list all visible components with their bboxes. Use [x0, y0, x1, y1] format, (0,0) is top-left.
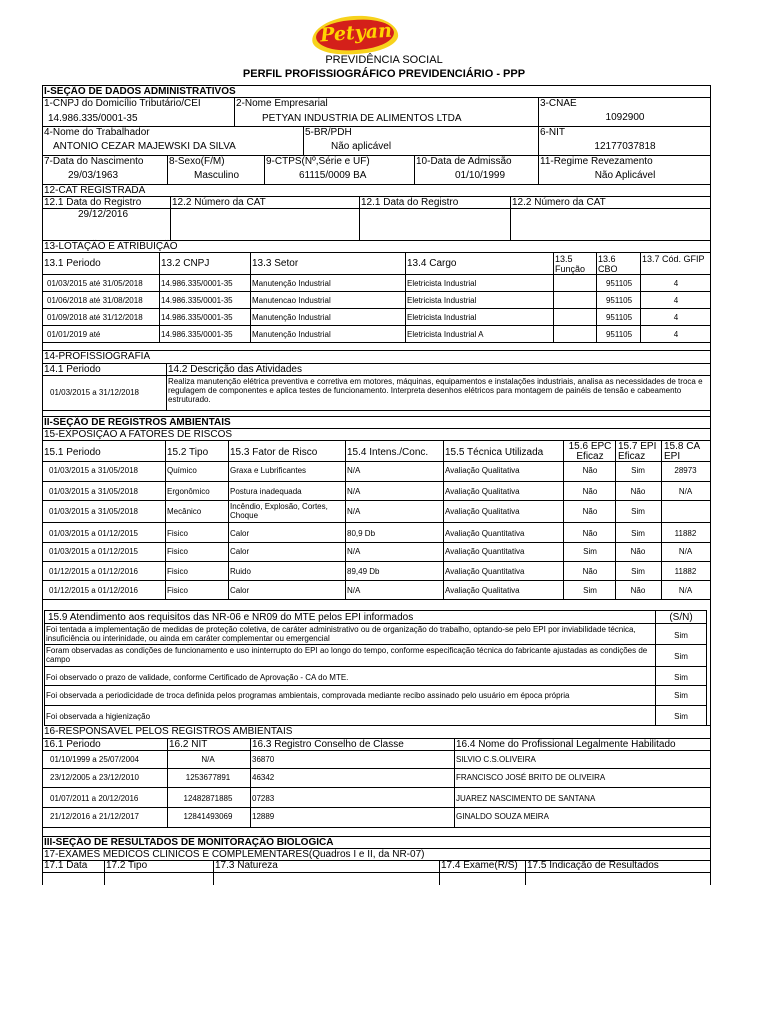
lotacao-cell: Eletricista Industrial [407, 296, 477, 305]
exp-cell: 89,49 Db [347, 567, 380, 576]
epi-answer-4: Sim [674, 691, 688, 700]
exp-cell: N/A [347, 547, 361, 556]
prof-periodo: 01/03/2015 a 31/12/2018 [50, 388, 139, 397]
exp-cell: Avaliação Qualitativa [445, 586, 520, 595]
exp-h-tecnica: 15.5 Técnica Utilizada [445, 447, 544, 458]
exp-cell: 11882 [674, 529, 697, 538]
exam-h-exame: 17.4 Exame(R/S) [441, 860, 518, 871]
exp-h-epc: 15.6 EPC Eficaz [568, 441, 612, 462]
exam-h-data: 17.1 Data [44, 860, 88, 871]
lotacao-cell: Manutenção Industrial [252, 313, 331, 322]
exam-h-natureza: 17.3 Natureza [215, 860, 278, 871]
exp-cell: Não [630, 547, 646, 556]
table-row: 01/09/2018 até 31/12/2018 [47, 313, 143, 322]
epi-item-4: Foi observada a periodicidade de troca definida pelos programas ambientais, comprovada mediante recibo assinado pelo usuário em época própria [46, 691, 570, 700]
epi-answer-2: Sim [674, 652, 688, 661]
exp-cell: Não [582, 507, 598, 516]
exp-cell: Incêndio, Explosão, Cortes, Choque [230, 502, 328, 520]
exames-title: 17-EXAMES MEDICOS CLINICOS E COMPLEMENTARES(Quadros I e II, da NR-07) [44, 849, 425, 860]
table-row: 01/01/2019 até [47, 330, 101, 339]
exp-cell: N/A [347, 466, 361, 475]
br-label: 5-BR/PDH [305, 127, 352, 138]
resp-cell: 12482871885 [183, 794, 233, 803]
lotacao-title: 13-LOTAÇÃO E ATRIBUIÇÃO [44, 241, 178, 252]
lotacao-cell: Manutencao Industrial [252, 296, 331, 305]
resp-cell: 1253677891 [185, 773, 231, 782]
exp-cell: Não [630, 586, 646, 595]
br-value: Não aplicável [331, 141, 392, 152]
table-row: 01/03/2015 a 01/12/2015 [49, 529, 138, 538]
table-row: 01/10/1999 a 25/07/2004 [50, 755, 139, 764]
table-row: 23/12/2005 a 23/12/2010 [50, 773, 139, 782]
lotacao-h-funcao: 13.5 Função [555, 254, 586, 274]
resp-cell: N/A [201, 755, 215, 764]
resp-cell: 46342 [252, 773, 275, 782]
resp-cell: 12841493069 [183, 812, 233, 821]
exp-cell: 80,9 Db [347, 529, 376, 538]
exp-cell: Sim [583, 586, 597, 595]
table-row: 01/03/2015 até 31/05/2018 [47, 279, 143, 288]
exp-cell: Químico [167, 466, 197, 475]
epi-title: 15.9 Atendimento aos requisitos das NR-06 e NR09 do MTE pelos EPI informados [48, 612, 414, 623]
lotacao-cell: Eletricista Industrial [407, 279, 477, 288]
regime-value: Não Aplicável [594, 170, 656, 181]
lotacao-h-periodo: 13.1 Periodo [44, 258, 101, 269]
epi-item-1: Foi tentada a implementação de medidas de proteção coletiva, de caráter administrativo ou de organização do trabalho, optando-se pelo EPI por inviabilidade técnica, insuficiência ou interinidade, ou ainda em caráter complementar ou emergencial [46, 625, 636, 643]
exp-cell: Postura inadequada [230, 487, 302, 496]
agency-title: PREVIDÊNCIA SOCIAL [325, 54, 443, 66]
exp-h-tipo: 15.2 Tipo [167, 447, 209, 458]
exp-cell: Avaliação Quantitativa [445, 547, 525, 556]
exam-h-tipo: 17.2 Tipo [106, 860, 148, 871]
prof-descricao: Realiza manutenção elétrica preventiva e corretiva em motores, máquinas, equipamentos e instalações industriais, analisa as necessidades de troca e regulagem de componentes e aplica testes de funcionamento. Interpreta desenhos elétricos para montagem de painéis de tensão e cabeamento estruturado. [168, 377, 703, 404]
ppp-document: Petyan PREVIDÊNCIA SOCIAL PERFIL PROFISSIOGRÁFICO PREVIDENCIÁRIO - PPP I-SEÇÃO DE DADOS ADMINISTRATIVOS 1-CNPJ do Domicílio Tributário/CEI 2-Nome Empresarial 3-CNAE 14.986.335/0001-35 PETYAN INDUSTRIA DE ALIMENTOS LTDA 1092900 4-Nome do Trabalhador 5-BR/PDH 6-NIT ANTONIO CEZAR MAJEWSKI DA SILVA Não aplicável 12177037818 7-Data do Nascimento 8-Sexo(F/M) 9-CTPS(Nº,Série e UF) 10-Data de Admissão 11-Regime Revezamento 29/03/1963 Masculino 61115/0009 BA 01/10/1999 Não Aplicável 12-CAT REGISTRADA 12.1 Data do Registro 12.2 Número da CAT 12.1 Data do Registro 12.2 Número da CAT 29/12/2016 13-LOTAÇÃO E ATRIBUIÇÃO 13.1 Periodo 13.2 CNPJ 13.3 Setor 13.4 Cargo 13.5 Função 13.6 CBO 13.7 Cód. GFIP 01/03/2015 até 31/05/2018 14.986.335/0001-35 Manutenção Industrial Eletricista Industrial 951105 4 01/06/2018 até 31/08/2018 14.986.335/0001-35 Manutencao Industrial Eletricista Industrial 951105 4 01/09/2018 até 31/12/2018 14.986.335/0001-35 Manutenção Industrial Eletricista Industrial 951105 4 01/01/2019 até 14.986.335/0001-35 Manutenção Industrial Eletricista Industrial A 951105 4 14-PROFISSIOGRAFIA 14.1 Periodo 14.2 Descrição das Atividades 01/03/2015 a 31/12/2018 Realiza manutenção elétrica preventiva e corretiva em motores, máquinas, equipamentos e instalações industriais, analisa as necessidades de troca e regulagem de componentes e aplica testes de funcionamento. Interpreta desenhos elétricos para montagem de painéis de tensão e cabeamento estruturado. II-SEÇÃO DE REGISTROS AMBIENTAIS 15-EXPOSIÇÃO A FATORES DE RISCOS 15.1 Periodo 15.2 Tipo 15.3 Fator de Risco 15.4 Intens./Conc. 15.5 Técnica Utilizada 15.6 EPC Eficaz 15.7 EPI Eficaz 15.8 CA EPI 01/03/2015 a 31/05/2018 Químico Graxa e Lubrificantes N/A Avaliação Qualitativa Não Sim 28973 01/03/2015 a 31/05/2018 Ergonômico Postura inadequada N/A Avaliação Qualitativa Não Não N/A 01/03/2015 a 31/05/2018 Mecânico Incêndio, Explosão, Cortes, Choque N/A Avaliação Qualitativa Não Sim 01/03/2015 a 01/12/2015 Fisico Calor 80,9 Db Avaliação Quantitativa Não Sim 11882 01/03/2015 a 01/12/2015 Fisico Calor N/A Avaliação Quantitativa Sim Não N/A 01/12/2015 a 01/12/2016 Fisico Ruido 89,49 Db Avaliação Quantitativa Não Sim 11882 01/12/2015 a 01/12/2016 Fisico Calor N/A Avaliação Qualitativa Sim Não N/A 15.9 Atendimento aos requisitos das NR-06 e NR09 do MTE pelos EPI informados (S/N) Foi tentada a implementação de medidas de proteção coletiva, de caráter administrativo ou de organização do trabalho, optando-se pelo EPI por inviabilidade técnica, insuficiência ou interinidade, ou ainda em caráter complementar ou emergencial Sim Foram observadas as condições de funcionamento e uso ininterrupto do EPI ao longo do tempo, conforme especificação técnica do fabricante ajustadas as condições de campo Sim Foi observado o prazo de validade, conforme Certificado de Aprovação - CA do MTE. Sim Foi observada a periodicidade de troca definida pelos programas ambientais, comprovada mediante recibo assinado pelo usuário em época própria Sim Foi observada a higienização Sim 16-RESPONSÁVEL PELOS REGISTROS AMBIENTAIS 16.1 Periodo 16.2 NIT 16.3 Registro Conselho de Classe 16.4 Nome do Profissional Legalmente Habilitado 01/10/1999 a 25/07/2004 N/A 36870 SILVIO C.S.OLIVEIRA 23/12/2005 a 23/12/2010 1253677891 46342 FRANCISCO JOSÉ BRITO DE OLIVEIRA 01/07/2011 a 20/12/2016 12482871885 07283 JUAREZ NASCIMENTO DE SANTANA 21/12/2016 a 21/12/2017 12841493069 12889 GINALDO SOUZA MEIRA III-SEÇÃO DE RESULTADOS DE MONITORAÇÃO BIOLOGICA 17-EXAMES MEDICOS CLINICOS E COMPLEMENTARES(Quadros I e II, da NR-07) 17.1 Data 17.2 Tipo 17.3 Natureza 17.4 Exame(R/S) 17.5 Indicação de Resultados [0, 0, 768, 1024]
exp-cell: Não [582, 529, 598, 538]
exp-h-fator: 15.3 Fator de Risco [230, 447, 318, 458]
exp-cell: Avaliação Quantitativa [445, 567, 525, 576]
lotacao-cell: 14.986.335/0001-35 [161, 279, 233, 288]
admissao-label: 10-Data de Admissão [416, 156, 512, 167]
table-row: 01/12/2015 a 01/12/2016 [49, 567, 138, 576]
exp-cell: Fisico [167, 529, 188, 538]
lotacao-h-cnpj: 13.2 CNPJ [161, 258, 210, 269]
table-row: 21/12/2016 a 21/12/2017 [50, 812, 139, 821]
lotacao-h-gfip: 13.7 Cód. GFIP [642, 254, 705, 264]
resp-h-periodo: 16.1 Periodo [44, 739, 101, 750]
resp-h-registro: 16.3 Registro Conselho de Classe [252, 739, 404, 750]
regime-label: 11-Regime Revezamento [540, 156, 653, 167]
resp-cell: JUAREZ NASCIMENTO DE SANTANA [456, 794, 596, 803]
cat-h3: 12.1 Data do Registro [361, 197, 459, 208]
empresa-label: 2-Nome Empresarial [236, 98, 328, 109]
resp-h-nome: 16.4 Nome do Profissional Legalmente Habilitado [456, 739, 676, 750]
epi-item-3: Foi observado o prazo de validade, conforme Certificado de Aprovação - CA do MTE. [46, 673, 349, 682]
exp-cell: Calor [230, 529, 250, 538]
trabalhador-label: 4-Nome do Trabalhador [44, 127, 150, 138]
lotacao-cell: 4 [673, 296, 679, 305]
sexo-label: 8-Sexo(F/M) [169, 156, 225, 167]
exp-cell: Não [582, 466, 598, 475]
exp-cell: N/A [347, 507, 361, 516]
exposicao-title: 15-EXPOSIÇÃO A FATORES DE RISCOS [44, 429, 233, 440]
prof-h2: 14.2 Descrição das Atividades [168, 364, 302, 375]
epi-item-5: Foi observada a higienização [46, 712, 151, 721]
exp-cell: Sim [631, 567, 645, 576]
exp-cell: 28973 [674, 466, 697, 475]
exp-cell: Calor [230, 586, 250, 595]
resp-h-nit: 16.2 NIT [169, 739, 208, 750]
exp-cell: Fisico [167, 567, 188, 576]
exp-h-ca: 15.8 CA EPI [664, 441, 700, 462]
exp-cell: Avaliação Qualitativa [445, 487, 520, 496]
exp-cell: Fisico [167, 586, 188, 595]
nit-label: 6-NIT [540, 127, 565, 138]
cnpj-label: 1-CNPJ do Domicílio Tributário/CEI [44, 98, 201, 109]
responsavel-title: 16-RESPONSÁVEL PELOS REGISTROS AMBIENTAIS [44, 726, 293, 737]
lotacao-h-cbo: 13.6 CBO [598, 254, 618, 274]
exp-cell: Ruido [230, 567, 251, 576]
resp-cell: 36870 [252, 755, 275, 764]
exp-cell: Sim [631, 507, 645, 516]
sexo-value: Masculino [194, 170, 240, 181]
epi-answer-5: Sim [674, 712, 688, 721]
epi-item-2: Foram observadas as condições de funcionamento e uso ininterrupto do EPI ao longo do tempo, conforme especificação técnica do fabricante ajustadas as condições de campo [46, 646, 648, 664]
resp-cell: 07283 [252, 794, 275, 803]
trabalhador-value: ANTONIO CEZAR MAJEWSKI DA SILVA [53, 141, 236, 152]
table-row: 01/03/2015 a 31/05/2018 [49, 487, 138, 496]
lotacao-cell: 4 [673, 279, 679, 288]
lotacao-cell: Manutenção Industrial [252, 330, 331, 339]
profissiografia-title: 14-PROFISSIOGRAFIA [44, 351, 151, 362]
nascimento-label: 7-Data do Nascimento [44, 156, 144, 167]
exp-cell: Avaliação Qualitativa [445, 507, 520, 516]
cnae-value: 1092900 [605, 112, 645, 123]
exp-cell: N/A [678, 487, 693, 496]
exp-cell: Mecânico [167, 507, 202, 516]
table-row: 01/03/2015 a 01/12/2015 [49, 547, 138, 556]
empresa-value: PETYAN INDUSTRIA DE ALIMENTOS LTDA [262, 113, 462, 124]
admissao-value: 01/10/1999 [455, 170, 506, 181]
cat-title: 12-CAT REGISTRADA [44, 185, 146, 196]
lotacao-cell: Eletricista Industrial [407, 313, 477, 322]
exp-cell: Não [582, 487, 598, 496]
exp-cell: Avaliação Qualitativa [445, 466, 520, 475]
exp-h-epi: 15.7 EPI Eficaz [618, 441, 657, 462]
lotacao-h-cargo: 13.4 Cargo [407, 258, 457, 269]
section-2-title: II-SEÇÃO DE REGISTROS AMBIENTAIS [44, 417, 231, 428]
exp-cell: Não [582, 567, 598, 576]
resp-cell: SILVIO C.S.OLIVEIRA [456, 755, 536, 764]
exp-cell: Sim [583, 547, 597, 556]
exp-cell: Fisico [167, 547, 188, 556]
exp-cell: Calor [230, 547, 250, 556]
exp-cell: N/A [347, 487, 361, 496]
prof-h1: 14.1 Periodo [44, 364, 101, 375]
table-row: 01/03/2015 a 31/05/2018 [49, 466, 138, 475]
exp-cell: N/A [678, 547, 693, 556]
ctps-value: 61115/0009 BA [299, 170, 367, 181]
table-row: 01/07/2011 a 20/12/2016 [50, 794, 139, 803]
section-3-title: III-SEÇÃO DE RESULTADOS DE MONITORAÇÃO BIOLOGICA [44, 837, 334, 848]
exp-cell: Graxa e Lubrificantes [230, 466, 307, 475]
resp-cell: GINALDO SOUZA MEIRA [456, 812, 549, 821]
epi-sn-header: (S/N) [669, 612, 693, 623]
epi-answer-1: Sim [674, 631, 688, 640]
exp-cell: Não [630, 487, 646, 496]
exp-cell: N/A [678, 586, 693, 595]
exp-cell: 11882 [674, 567, 697, 576]
lotacao-h-setor: 13.3 Setor [252, 258, 299, 269]
table-row: 01/03/2015 a 31/05/2018 [49, 507, 138, 516]
ctps-label: 9-CTPS(Nº,Série e UF) [266, 156, 370, 167]
lotacao-cell: 14.986.335/0001-35 [161, 313, 233, 322]
exp-cell: N/A [347, 586, 361, 595]
table-row: 01/06/2018 até 31/08/2018 [47, 296, 143, 305]
cat-h4: 12.2 Número da CAT [512, 197, 606, 208]
resp-cell: FRANCISCO JOSÉ BRITO DE OLIVEIRA [456, 773, 606, 782]
cnpj-value: 14.986.335/0001-35 [48, 113, 138, 124]
document-title: PERFIL PROFISSIOGRÁFICO PREVIDENCIÁRIO - PPP [242, 68, 526, 80]
nit-value: 12177037818 [594, 141, 656, 152]
lotacao-cell: 14.986.335/0001-35 [161, 330, 233, 339]
cnae-label: 3-CNAE [540, 98, 577, 109]
lotacao-cell: 4 [673, 313, 679, 322]
resp-cell: 12889 [252, 812, 275, 821]
table-row: 01/12/2015 a 01/12/2016 [49, 586, 138, 595]
exp-h-intens: 15.4 Intens./Conc. [347, 447, 429, 458]
exp-h-periodo: 15.1 Periodo [44, 447, 101, 458]
exp-cell: Sim [631, 529, 645, 538]
lotacao-cell: Eletricista Industrial A [407, 330, 484, 339]
nascimento-value: 29/03/1963 [68, 170, 119, 181]
lotacao-cell: Manutenção Industrial [252, 279, 331, 288]
epi-answer-3: Sim [674, 673, 688, 682]
lotacao-cell: 14.986.335/0001-35 [161, 296, 233, 305]
lotacao-cell: 951105 [605, 279, 633, 288]
lotacao-cell: 951105 [605, 313, 633, 322]
lotacao-cell: 951105 [605, 330, 633, 339]
exp-cell: Sim [631, 466, 645, 475]
cat-v1: 29/12/2016 [78, 209, 129, 220]
section-1-title: I-SEÇÃO DE DADOS ADMINISTRATIVOS [44, 86, 236, 97]
exp-cell: Ergonômico [167, 487, 210, 496]
exp-cell: Avaliação Quantitativa [445, 529, 525, 538]
lotacao-cell: 4 [673, 330, 679, 339]
cat-h1: 12.1 Data do Registro [44, 197, 142, 208]
exam-h-indicacao: 17.5 Indicação de Resultados [527, 860, 659, 871]
cat-h2: 12.2 Número da CAT [172, 197, 266, 208]
lotacao-cell: 951105 [605, 296, 633, 305]
